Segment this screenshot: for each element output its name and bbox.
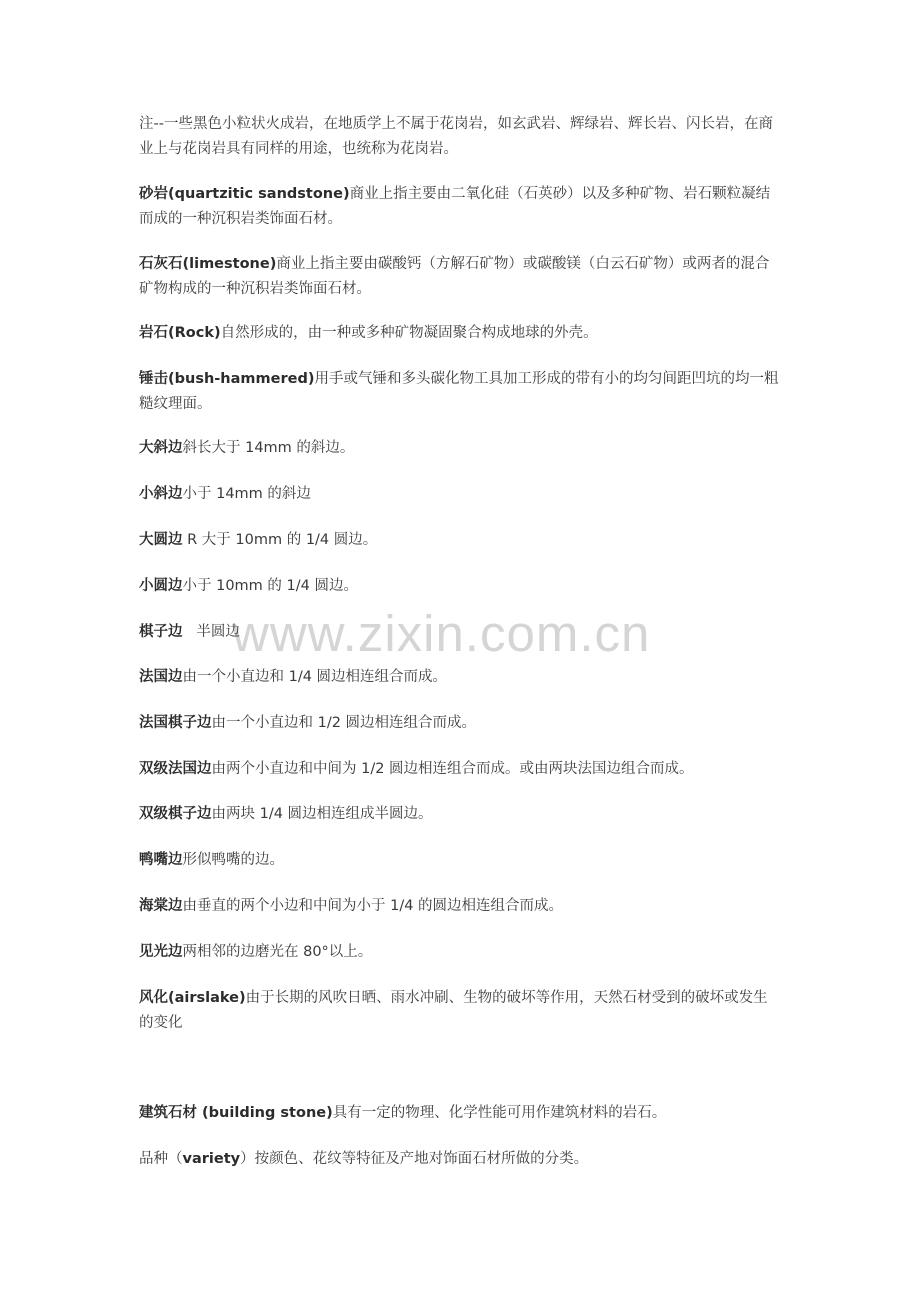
term-label: 砂岩(quartzitic sandstone) — [139, 186, 350, 202]
paragraph-text: 形似鸭嘴的边。 — [182, 852, 284, 868]
paragraph-text: 自然形成的，由一种或多种矿物凝固聚合构成地球的外壳。 — [220, 325, 598, 341]
paragraph-text: 品种（ — [139, 1151, 183, 1167]
term-label: 岩石(Rock) — [139, 325, 221, 341]
term-label: 建筑石材 (building stone) — [139, 1105, 333, 1121]
paragraph-text: 小于 10mm 的 1/4 圆边。 — [182, 578, 358, 594]
paragraph-building-stone — [139, 1101, 781, 1126]
paragraph-double-bullnose-edge — [139, 802, 781, 827]
paragraph-text: 商业上指主要由二氧化硅（石英砂）以及多种矿物、岩石颗粒凝结而成的一种沉积岩类饰面石材。 — [139, 186, 771, 227]
paragraph-text: 半圆边 — [182, 624, 240, 640]
paragraph-text: 商业上指主要由碳酸钙（方解石矿物）或碳酸镁（白云石矿物）或两者的混合矿物构成的一种沉积岩类饰面石材。 — [139, 256, 770, 297]
paragraph-bush-hammered — [139, 367, 781, 417]
term-label: 小圆边 — [139, 578, 183, 594]
term-label: 风化(airslake) — [139, 990, 246, 1006]
paragraph-begonia-edge — [139, 894, 781, 919]
paragraph-text: 具有一定的物理、化学性能可用作建筑材料的岩石。 — [332, 1105, 667, 1121]
paragraph-text: ）按颜色、花纹等特征及产地对饰面石材所做的分类。 — [240, 1151, 589, 1167]
term-label: 石灰石(limestone) — [139, 256, 277, 272]
paragraph-rock — [139, 321, 781, 346]
paragraph-bullnose-edge — [139, 620, 781, 645]
term-label: 双级法国边 — [139, 761, 212, 777]
paragraph-note — [139, 112, 781, 162]
term-label: 大圆边 — [139, 532, 183, 548]
paragraph-sandstone — [139, 182, 781, 232]
paragraph-large-bevel — [139, 436, 781, 461]
paragraph-text: 由两个小直边和中间为 1/2 圆边相连组合而成。或由两块法国边组合而成。 — [211, 761, 694, 777]
term-label: 大斜边 — [139, 440, 183, 456]
paragraph-text: R 大于 10mm 的 1/4 圆边。 — [182, 532, 378, 548]
paragraph-duck-bill-edge — [139, 848, 781, 873]
paragraph-text: 用手或气锤和多头碳化物工具加工形成的带有小的均匀间距凹坑的均一粗糙纹理面。 — [139, 371, 779, 412]
paragraph-text: 由一个小直边和 1/2 圆边相连组合而成。 — [211, 715, 477, 731]
term-label: variety — [182, 1151, 241, 1167]
paragraph-text: 斜长大于 14mm 的斜边。 — [182, 440, 355, 456]
paragraph-text: 由于长期的风吹日晒、雨水冲刷、生物的破坏等作用，天然石材受到的破坏或发生的变化 — [139, 990, 768, 1031]
paragraph-airslake — [139, 986, 781, 1036]
paragraph-french-bullnose-edge — [139, 711, 781, 736]
paragraph-double-french-edge — [139, 757, 781, 782]
paragraph-text: 两相邻的边磨光在 80°以上。 — [182, 944, 373, 960]
paragraph-variety — [139, 1147, 781, 1172]
paragraph-text: 由两块 1/4 圆边相连组成半圆边。 — [211, 806, 433, 822]
paragraph-small-round-edge — [139, 574, 781, 599]
term-label: 法国棋子边 — [139, 715, 212, 731]
paragraph-text: 由一个小直边和 1/4 圆边相连组合而成。 — [182, 669, 448, 685]
paragraph-text: 注--一些黑色小粒状火成岩，在地质学上不属于花岗岩，如玄武岩、辉绿岩、辉长岩、闪长岩，在商业上与花岗岩具有同样的用途，也统称为花岗岩。 — [139, 116, 773, 157]
paragraph-french-edge — [139, 665, 781, 690]
term-label: 鸭嘴边 — [139, 852, 183, 868]
term-label: 锤击(bush-hammered) — [139, 371, 315, 387]
paragraph-large-round-edge — [139, 528, 781, 553]
term-label: 棋子边 — [139, 624, 183, 640]
paragraph-small-bevel — [139, 482, 781, 507]
term-label: 双级棋子边 — [139, 806, 212, 822]
term-label: 法国边 — [139, 669, 183, 685]
paragraph-polished-edge — [139, 940, 781, 965]
paragraph-text: 由垂直的两个小边和中间为小于 1/4 的圆边相连组合而成。 — [182, 898, 564, 914]
watermark: www.zixin.com.cn — [232, 605, 651, 662]
term-label: 小斜边 — [139, 486, 183, 502]
paragraph-limestone — [139, 252, 781, 302]
paragraph-text: 小于 14mm 的斜边 — [182, 486, 311, 502]
term-label: 见光边 — [139, 944, 183, 960]
term-label: 海棠边 — [139, 898, 183, 914]
